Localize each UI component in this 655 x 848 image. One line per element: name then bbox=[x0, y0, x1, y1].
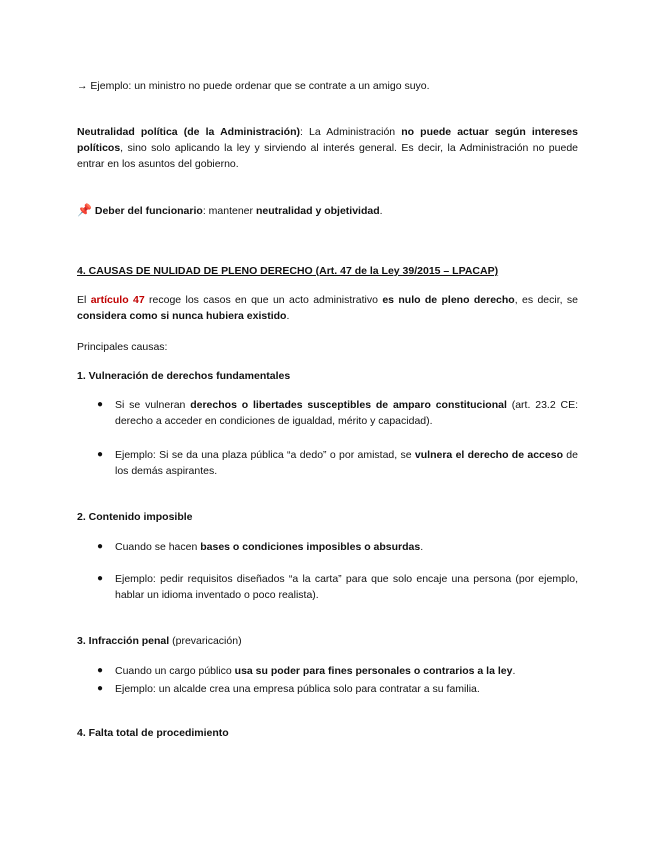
cause-2-bullet-1: ● Cuando se hacen bases o condiciones imposibles o absurdas. bbox=[97, 541, 424, 553]
principal-causes-label: Principales causas: bbox=[77, 341, 168, 353]
bullet-icon: ● bbox=[97, 573, 104, 584]
neutrality-paragraph: Neutralidad política (de la Administración): La Administración no puede actuar según intereses políticos, sino solo aplicando la ley y sirviendo al interés general. Es decir, la Administración no puede entrar en los asuntos del gobierno. bbox=[77, 126, 578, 170]
bullet-icon: ● bbox=[97, 665, 104, 676]
cause-2-heading: 2. Contenido imposible bbox=[77, 511, 193, 523]
example-line-minister: → Ejemplo: un ministro no puede ordenar que se contrate a un amigo suyo. bbox=[77, 80, 430, 92]
bullet-icon: ● bbox=[97, 399, 104, 410]
duty-line: 📌 Deber del funcionario: mantener neutralidad y objetividad. bbox=[77, 203, 383, 217]
bullet-icon: ● bbox=[97, 541, 104, 552]
cause-3-heading: 3. Infracción penal (prevaricación) bbox=[77, 635, 242, 647]
cause-3-bullet-1: ● Cuando un cargo público usa su poder para fines personales o contrarios a la ley. bbox=[97, 665, 516, 677]
cause-4-heading: 4. Falta total de procedimiento bbox=[77, 727, 229, 739]
cause-1-heading: 1. Vulneración de derechos fundamentales bbox=[77, 370, 291, 382]
bullet-icon: ● bbox=[97, 683, 104, 694]
pushpin-icon: 📌 bbox=[77, 203, 92, 217]
bullet-icon: ● bbox=[97, 449, 104, 460]
cause-1-bullet-2: ● Ejemplo: Si se da una plaza pública “a dedo” o por amistad, se vulnera el derecho de acceso de los demás aspirantes. bbox=[97, 449, 578, 477]
cause-2-bullet-2: ● Ejemplo: pedir requisitos diseñados “a la carta” para que solo encaje una persona (por ejemplo, hablar un idioma inventado o poco realista). bbox=[97, 573, 578, 601]
cause-3-bullet-2: ● Ejemplo: un alcalde crea una empresa pública solo para contratar a su familia. bbox=[97, 683, 480, 695]
article-47-paragraph: El artículo 47 recoge los casos en que un acto administrativo es nulo de pleno derecho, es decir, se considera como si nunca hubiera existido. bbox=[77, 294, 578, 322]
cause-1-bullet-1: ● Si se vulneran derechos o libertades susceptibles de amparo constitucional (art. 23.2 CE: derecho a acceder en condiciones de igualdad, mérito y capacidad). bbox=[97, 399, 578, 427]
section-heading: 4. CAUSAS DE NULIDAD DE PLENO DERECHO (Art. 47 de la Ley 39/2015 – LPACAP) bbox=[77, 265, 499, 277]
arrow-icon: → bbox=[77, 80, 88, 92]
